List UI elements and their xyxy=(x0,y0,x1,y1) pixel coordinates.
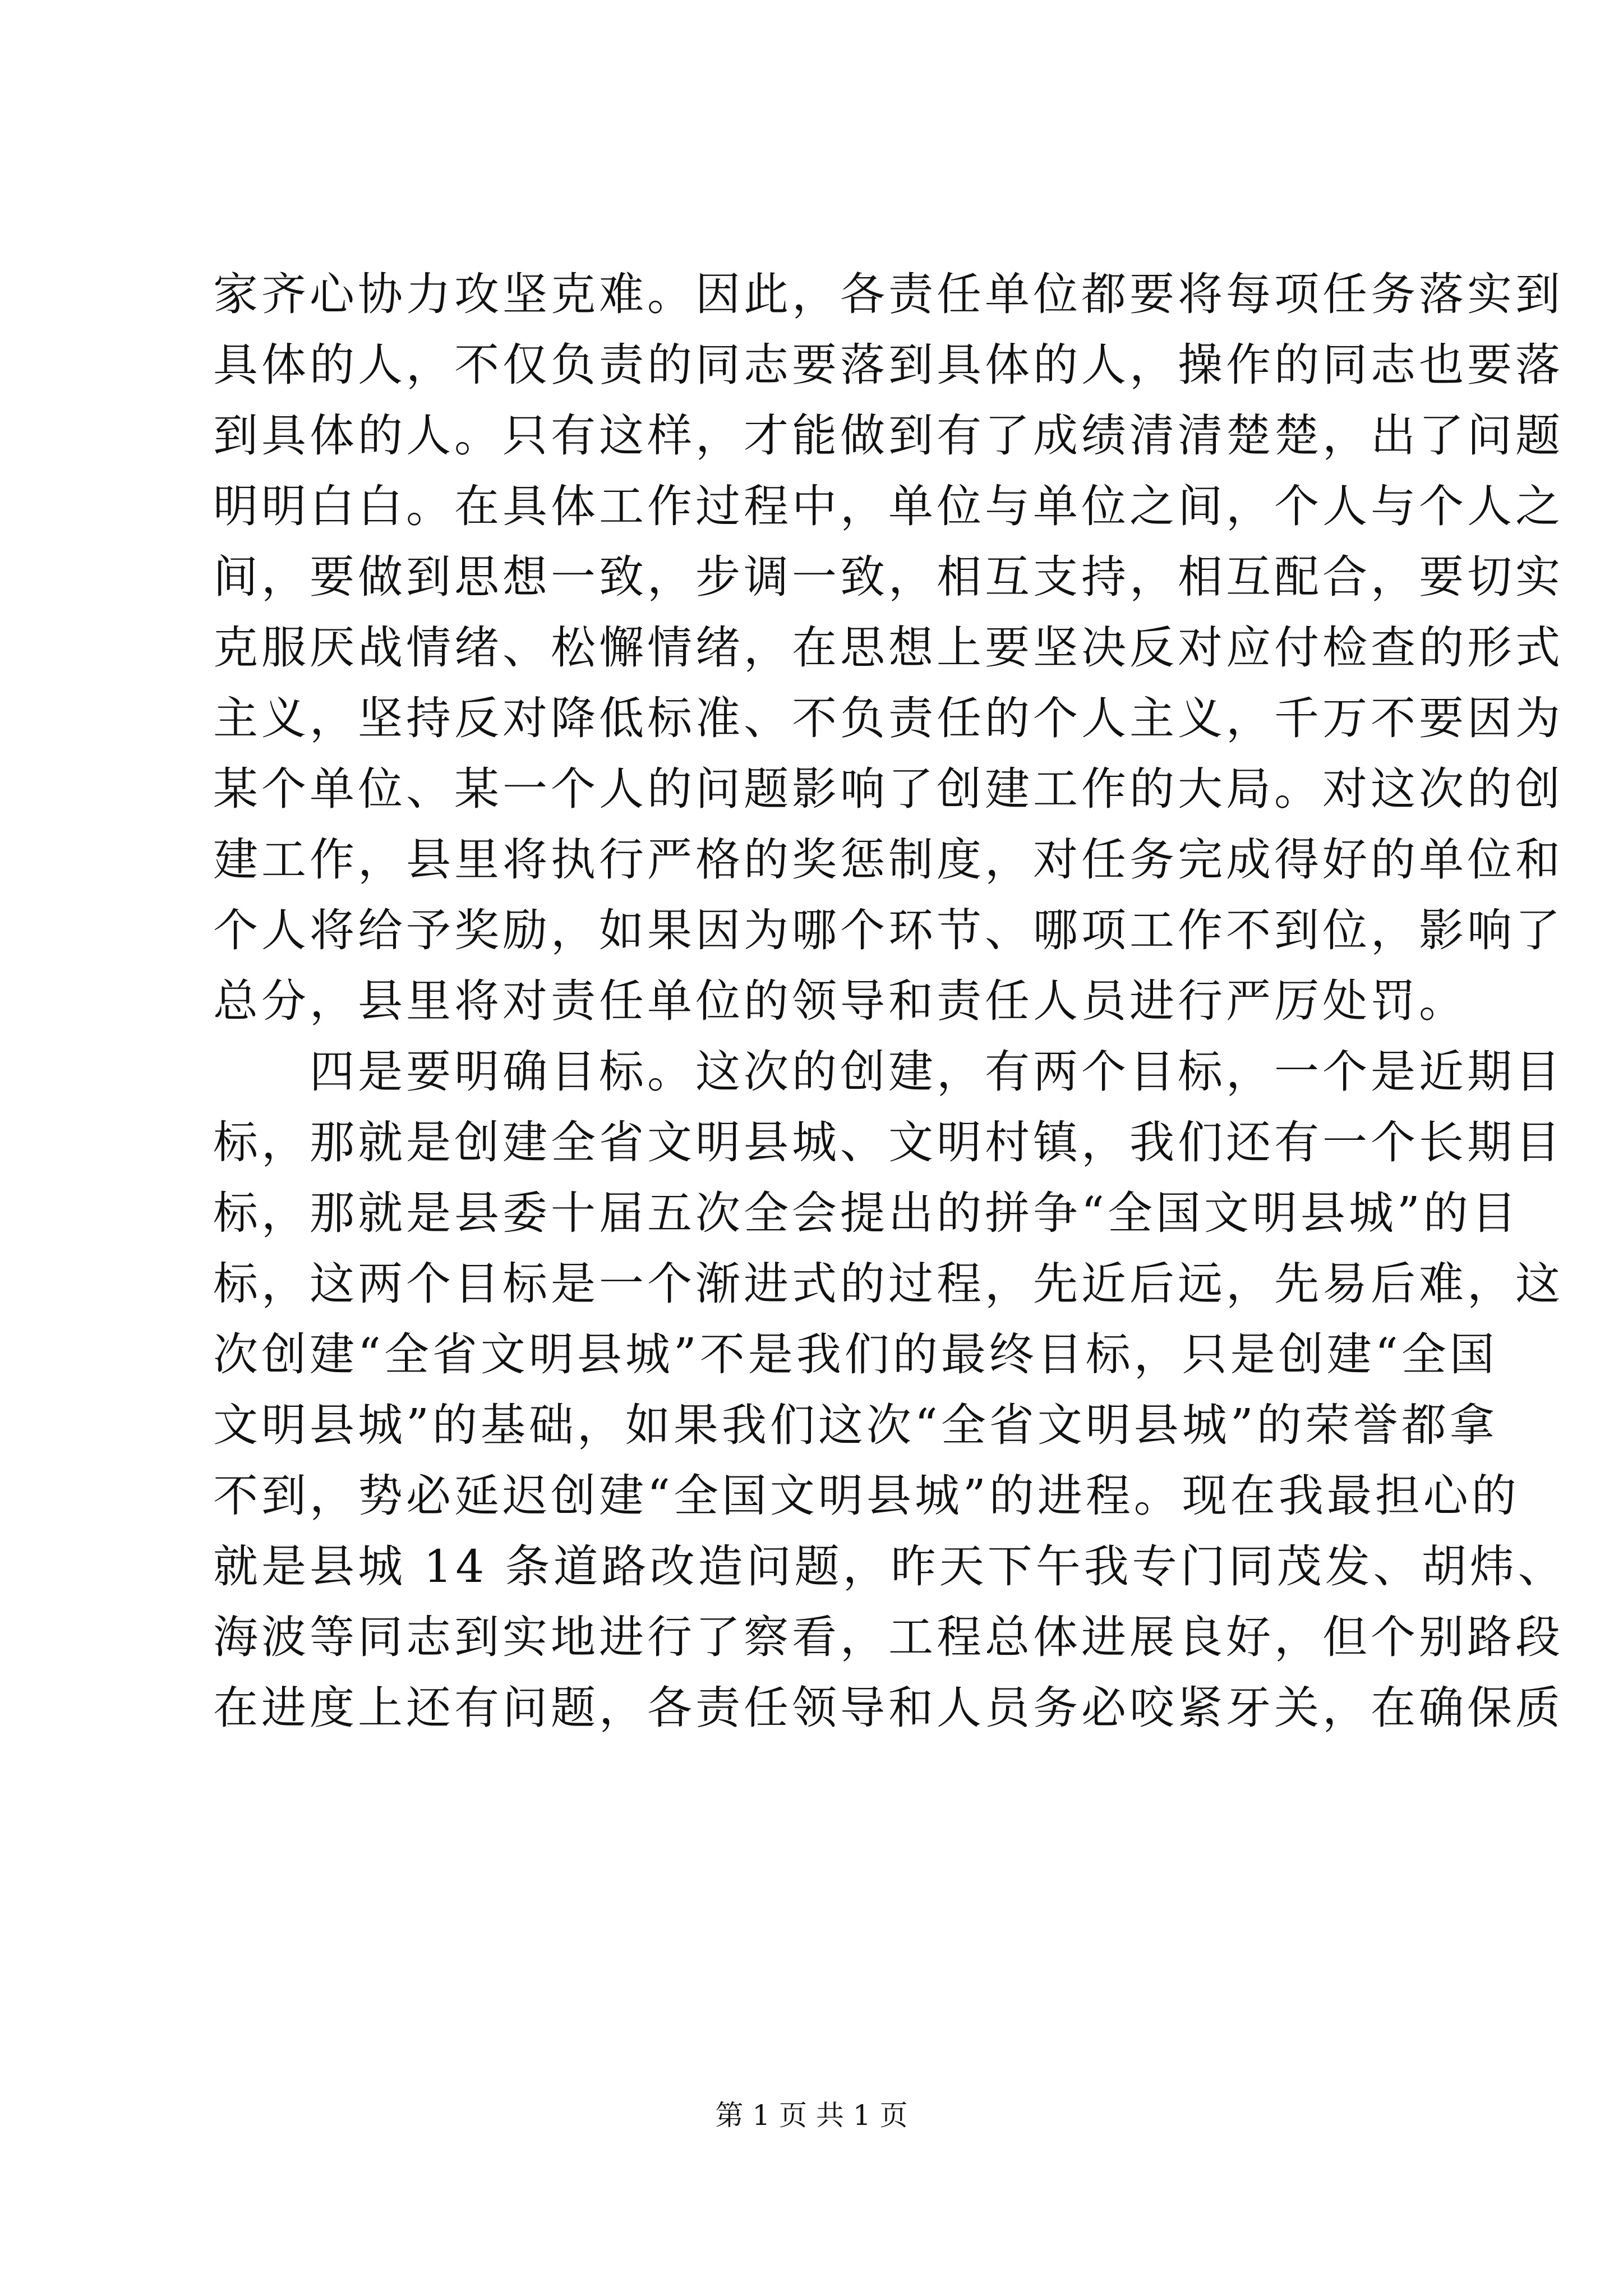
text-line: 个人将给予奖励，如果因为哪个环节、哪项工作不到位，影响了 xyxy=(213,904,1564,956)
text-line: 到具体的人。只有这样，才能做到有了成绩清清楚楚，出了问题 xyxy=(213,409,1564,462)
text-line: 克服厌战情绪、松懈情绪，在思想上要坚决反对应付检查的形式 xyxy=(213,622,1564,674)
text-line: 标，这两个目标是一个渐进式的过程，先近后远，先易后难，这 xyxy=(213,1258,1564,1310)
text-line: 具体的人，不仅负责的同志要落到具体的人，操作的同志也要落 xyxy=(213,339,1564,391)
text-line: 主义，坚持反对降低标准、不负责任的个人主义，千万不要因为 xyxy=(213,692,1564,744)
text-line: 某个单位、某一个人的问题影响了创建工作的大局。对这次的创 xyxy=(213,763,1564,815)
text-line: 不到，势必延迟创建“全国文明县城”的进程。现在我最担心的 xyxy=(213,1470,1520,1522)
text-line: 标，那就是县委十届五次全会提出的拼争“全国文明县城”的目 xyxy=(213,1187,1520,1239)
text-line: 建工作，县里将执行严格的奖惩制度，对任务完成得好的单位和 xyxy=(213,834,1564,886)
text-line: 在进度上还有问题，各责任领导和人员务必咬紧牙关，在确保质 xyxy=(213,1682,1564,1734)
body-text xyxy=(213,259,1566,1743)
text-line: 文明县城”的基础，如果我们这次“全省文明县城”的荣誉都拿 xyxy=(213,1399,1498,1451)
text-line: 家齐心协力攻坚克难。因此，各责任单位都要将每项任务落实到 xyxy=(213,268,1564,320)
text-line: 总分，县里将对责任单位的领导和责任人员进行严厉处罚。 xyxy=(213,975,1467,1027)
text-line: 明明白白。在具体工作过程中，单位与单位之间，个人与个人之 xyxy=(213,480,1564,532)
text-line: 标，那就是创建全省文明县城、文明村镇，我们还有一个长期目 xyxy=(213,1116,1564,1168)
page-number-footer: 第 1 页 共 1 页 xyxy=(715,2099,908,2132)
text-line: 四是要明确目标。这次的创建，有两个目标，一个是近期目 xyxy=(213,1046,1564,1098)
text-line: 海波等同志到实地进行了察看，工程总体进展良好，但个别路段 xyxy=(213,1611,1564,1663)
text-line: 就是县城 14 条道路改造问题，昨天下午我专门同茂发、胡炜、 xyxy=(213,1540,1566,1593)
text-line: 间，要做到思想一致，步调一致，相互支持，相互配合，要切实 xyxy=(213,551,1564,603)
text-line: 次创建“全省文明县城”不是我们的最终目标，只是创建“全国 xyxy=(213,1328,1498,1381)
